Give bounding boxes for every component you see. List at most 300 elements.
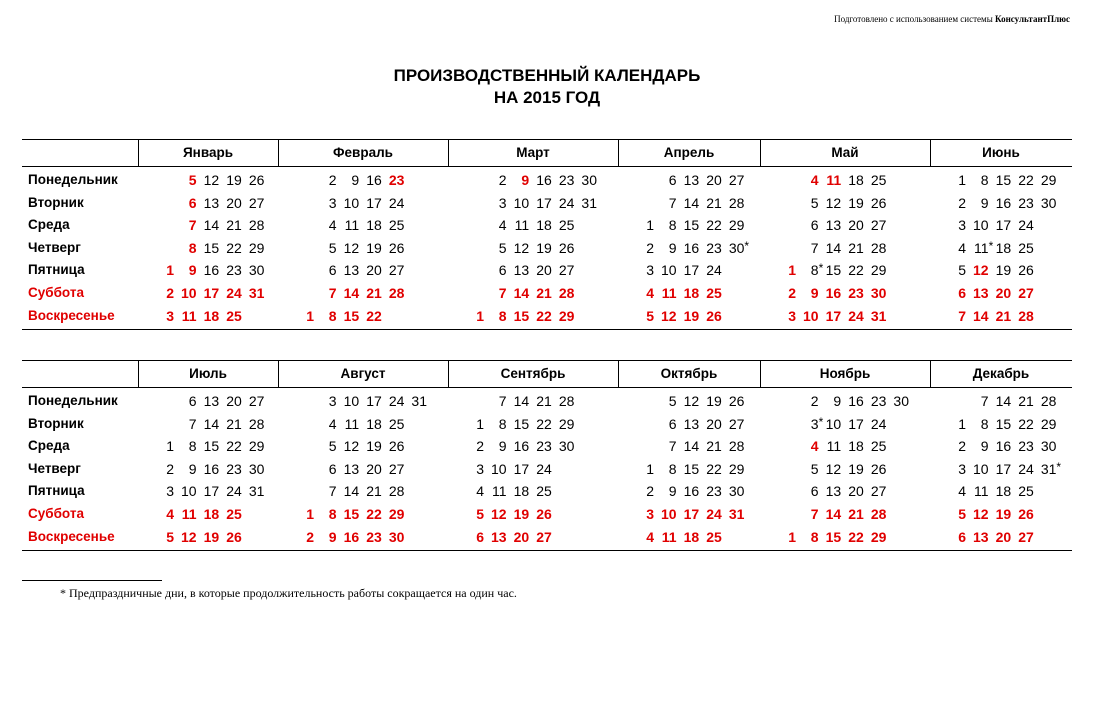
day-cell: 29 [728,217,745,234]
day-cell: 28 [248,415,265,432]
day-cell: 2 [498,172,507,188]
weekday-row [22,237,1072,260]
day-cell: 27 [388,460,405,477]
day-cell: 28 [728,438,745,455]
day-cell: 22 [848,528,864,545]
day-cell: 4 [810,438,819,455]
day-cell: 6 [810,483,819,500]
day-cell: 5 [958,505,966,522]
day-cell: 15 [343,307,360,324]
day-cell: 20 [995,284,1012,301]
day-cell: 4 [328,217,337,234]
month-name: Декабрь [972,366,1030,381]
day-cell: 2 [646,239,654,256]
day-cell: 16 [536,172,552,188]
day-cell: 5 [188,172,197,188]
credit-prefix: Подготовлено с использованием системы [834,14,996,24]
day-cell: 17 [683,262,700,279]
weekday-label: Суббота [28,505,84,521]
month-name: Сентябрь [500,366,566,381]
day-cell: 24 [848,307,864,324]
weekday-row [22,259,1072,282]
day-cell: 7 [498,393,507,409]
day-cell: 8 [668,217,677,234]
day-cell: 7 [328,284,337,301]
weekday-label: Пятница [28,262,85,278]
day-cell: 9 [668,239,677,256]
day-cell: 11 [514,217,530,234]
footnote-divider [22,580,162,581]
day-cell: 28 [388,483,405,500]
day-cell: 9 [810,284,819,301]
day-cell: 31 [248,483,265,500]
day-cell: 11 [181,505,197,522]
day-cell: 3 [788,307,796,324]
day-cell: 9 [521,172,530,188]
day-cell: 24 [226,284,242,301]
day-cell: 26 [388,438,405,455]
day-cell: 4 [646,284,654,301]
day-cell: 17 [203,483,220,500]
day-cell: 13 [203,194,220,211]
weekday-row [22,526,1072,549]
day-cell: 24 [388,194,405,211]
day-cell: 21 [848,239,864,256]
day-cell: 9 [188,262,197,279]
day-cell: 6 [328,262,337,279]
day-cell: 20 [226,393,242,409]
month-name: Январь [182,145,234,160]
day-cell: 8 [980,415,989,432]
day-cell: 16 [513,438,530,455]
month-name: Май [831,145,859,160]
day-cell: 8 [188,438,197,455]
page-title: ПРОИЗВОДСТВЕННЫЙ КАЛЕНДАРЬ [393,66,701,85]
weekday-label: Воскресенье [28,307,115,323]
day-cell: 8 [328,505,337,522]
weekday-label: Суббота [28,284,84,300]
day-cell: 24 [1018,460,1034,477]
day-cell: 13 [343,460,360,477]
day-cell: 9 [833,393,842,409]
day-cell: 12 [513,239,530,256]
day-cell: 26 [536,505,552,522]
day-cell: 25 [870,438,887,455]
day-cell: 27 [248,194,265,211]
day-cell: 17 [848,415,864,432]
day-cell: 21 [366,284,382,301]
day-cell: 25 [558,217,575,234]
month-name: Август [340,366,386,381]
day-cell: 9 [188,460,197,477]
day-cell: 15 [513,307,530,324]
day-cell: 3 [166,483,174,500]
day-cell: 7 [188,415,197,432]
day-cell: 25 [226,307,242,324]
day-cell: 21 [366,483,382,500]
weekday-label: Пятница [28,483,85,499]
day-cell: 25 [536,483,552,500]
day-cell: 6 [188,393,197,409]
day-cell: 29 [558,415,575,432]
day-cell: 5 [810,460,819,477]
day-cell: 30 [1040,194,1057,211]
day-cell: 16 [203,262,220,279]
day-cell: 18 [536,217,552,234]
day-cell: 29 [870,528,887,545]
day-cell: 20 [995,528,1012,545]
day-cell: 30 [728,483,745,500]
day-cell: 19 [366,239,382,256]
day-cell: 19 [706,393,722,409]
credit-brand: КонсультантПлюс [995,14,1070,24]
day-cell: 26 [1018,262,1034,279]
day-cell: 20 [848,217,864,234]
day-cell: 3 [166,307,174,324]
day-cell: 17 [995,460,1012,477]
day-cell: 13 [683,415,700,432]
day-cell: 29 [248,438,265,455]
day-cell: 12 [825,194,842,211]
day-cell: 21 [536,284,552,301]
day-cell: 29 [558,307,575,324]
day-cell: 15 [203,239,220,256]
day-cell: 1 [306,505,314,522]
day-cell: 2 [328,172,337,188]
day-cell: 27 [728,172,745,188]
day-cell: 19 [203,528,220,545]
weekday-row [22,503,1072,526]
day-cell: 11 [974,483,989,500]
day-cell: 13 [683,172,700,188]
day-cell: 21 [848,505,864,522]
day-cell: 10 [803,307,819,324]
day-cell: 1 [166,438,174,455]
day-cell: 15 [825,262,842,279]
day-cell: 20 [366,460,382,477]
day-cell: 27 [558,262,575,279]
day-cell: 18 [366,415,382,432]
day-cell: 7 [980,393,989,409]
month-name: Октябрь [660,366,718,381]
day-cell: 23 [226,460,242,477]
day-cell: 6 [810,217,819,234]
day-cell: 21 [1018,393,1034,409]
day-cell: 25 [870,172,887,188]
day-cell: 15 [683,217,700,234]
day-cell: 16 [343,528,360,545]
weekday-row [22,282,1072,305]
day-cell: 3 [646,505,654,522]
day-cell: 8 [810,528,819,545]
day-cell: 4 [958,483,966,500]
weekday-row [22,435,1072,458]
day-cell: 23 [558,172,575,188]
day-cell: 2 [166,460,174,477]
day-cell: 29 [248,239,265,256]
day-cell: 5 [958,262,966,279]
day-cell: 31 [248,284,265,301]
weekday-label: Вторник [28,194,84,210]
day-cell: 22 [226,438,242,455]
day-cell: 7 [188,217,197,234]
day-cell: 19 [995,505,1012,522]
weekday-row [22,169,1072,192]
day-cell: 7 [498,284,507,301]
day-cell: 9 [328,528,337,545]
day-cell: 23 [226,262,242,279]
day-cell: 14 [995,393,1012,409]
day-cell: 8 * [791,259,819,282]
day-cell: 13 [973,528,989,545]
month-name: Ноябрь [819,366,871,381]
day-cell: 3 [958,217,966,234]
day-cell: 9 [498,438,507,455]
footnote: * Предпраздничные дни, в которые продолжительность работы сокращается на один час. [60,586,517,600]
day-cell: 22 [1018,172,1034,188]
day-cell: 24 [226,483,242,500]
day-cell: 18 [995,239,1012,256]
day-cell: 17 [995,217,1012,234]
day-cell: 15 [825,528,842,545]
day-cell: 25 [706,284,722,301]
day-cell: 10 [181,483,197,500]
day-cell: 24 [706,505,722,522]
day-cell: 23 [366,528,382,545]
day-cell: 15 [203,438,220,455]
day-cell: 27 [870,217,887,234]
day-cell: 11 [344,415,360,432]
day-cell: 12 [683,393,700,409]
day-cell: 18 [683,528,700,545]
day-cell: 15 [995,415,1012,432]
month-name: Март [516,145,550,160]
day-cell: 12 [181,528,197,545]
day-cell: 15 [995,172,1012,188]
day-cell: 23 [706,239,722,256]
weekday-label: Понедельник [28,172,118,187]
day-cell: 10 [661,505,677,522]
day-cell: 2 [958,194,966,211]
day-cell: 27 [248,393,265,409]
day-cell: 26 [226,528,242,545]
day-cell: 2 [646,483,654,500]
day-cell: 10 [973,217,989,234]
day-cell: 2 [788,284,796,301]
day-cell: 29 [1040,172,1057,188]
month-header-row [22,361,1072,388]
day-cell: 30 [388,528,405,545]
preholiday-mark: * [988,238,994,253]
day-cell: 3 [328,194,337,211]
day-cell: 26 [558,239,575,256]
day-cell: 1 [166,262,174,279]
day-cell: 11 [826,438,842,455]
day-cell: 12 [973,262,989,279]
weekday-row [22,390,1072,413]
day-cell: 21 [226,415,242,432]
day-cell: 28 [728,194,745,211]
day-cell: 4 [958,239,966,256]
weekday-row [22,480,1072,503]
day-cell: 23 [706,483,722,500]
day-cell: 4 [646,528,654,545]
day-cell: 11 [181,307,197,324]
weekday-label: Вторник [28,415,84,431]
day-cell: 30 [870,284,887,301]
day-cell: 8 [498,307,507,324]
day-cell: 18 [995,483,1012,500]
day-cell: 10 [661,262,677,279]
day-cell: 30 [248,262,265,279]
day-cell: 1 [788,262,796,279]
day-cell: 4 [810,172,819,188]
day-cell: 14 [343,284,360,301]
day-cell: 24 [388,393,405,409]
day-cell: 12 [973,505,989,522]
day-cell: 1 [476,307,484,324]
month-name: Апрель [663,145,715,160]
day-cell: 14 [203,217,220,234]
weekday-row [22,305,1072,328]
day-cell: 18 [848,438,864,455]
day-cell: 25 [388,217,405,234]
day-cell: 17 [366,194,382,211]
day-cell: 22 [366,505,382,522]
day-cell: 7 [668,194,677,211]
day-cell: 2 [166,284,174,301]
preholiday-mark: * [744,238,750,253]
day-cell: 6 [498,262,507,279]
day-cell: 24 [536,460,552,477]
day-cell: 17 [536,194,552,211]
day-cell: 17 [825,307,842,324]
day-cell: 6 [668,172,677,188]
day-cell: 19 [536,239,552,256]
day-cell: 22 [226,239,242,256]
day-cell: 23 [536,438,552,455]
day-cell: 12 [491,505,507,522]
day-cell: 7 [810,239,819,256]
day-cell: 22 [706,217,722,234]
day-cell: 8 [328,307,337,324]
day-cell: 24 [706,262,722,279]
day-cell: 3 [328,393,337,409]
day-cell: 30 [581,172,597,188]
day-cell: 25 [706,528,722,545]
day-cell: 16 [366,172,382,188]
day-cell: 14 [513,284,530,301]
day-cell: 13 [343,262,360,279]
day-cell: 20 [513,528,530,545]
day-cell: 4 [166,505,174,522]
day-cell: 21 [706,194,722,211]
day-cell: 5 [646,307,654,324]
day-cell: 16 [683,239,700,256]
day-cell: 27 [870,483,887,500]
day-cell: 31 [581,194,597,211]
day-cell: 11 [826,172,842,188]
day-cell: 22 [536,415,552,432]
day-cell: 28 [558,284,575,301]
day-cell: 23 [1018,194,1034,211]
day-cell: 31 * [1028,458,1056,481]
day-cell: 28 [870,505,887,522]
day-cell: 1 [646,217,654,234]
day-cell: 11 * [961,237,989,260]
month-name: Июль [189,366,227,381]
preholiday-mark: * [818,414,824,429]
day-cell: 7 [668,438,677,455]
day-cell: 14 [513,393,530,409]
day-cell: 14 [203,415,220,432]
day-cell: 25 [1018,483,1034,500]
weekday-row [22,214,1072,237]
day-cell: 30 [248,460,265,477]
day-cell: 6 [328,460,337,477]
day-cell: 13 [825,483,842,500]
day-cell: 7 [810,505,819,522]
day-cell: 15 [683,460,700,477]
day-cell: 29 [728,460,745,477]
day-cell: 26 [706,307,722,324]
day-cell: 6 [958,528,966,545]
day-cell: 2 [958,438,966,455]
day-cell: 12 [203,172,220,188]
day-cell: 13 [203,393,220,409]
day-cell: 22 [366,307,382,324]
day-cell: 5 [668,393,677,409]
day-cell: 19 [513,505,530,522]
day-cell: 2 [306,528,314,545]
weekday-label: Понедельник [28,393,118,408]
day-cell: 14 [683,194,700,211]
day-cell: 15 [513,415,530,432]
day-cell: 4 [498,217,507,234]
day-cell: 18 [683,284,700,301]
day-cell: 9 [980,438,989,455]
day-cell: 16 [995,194,1012,211]
day-cell: 26 [870,194,887,211]
day-cell: 30 * [716,237,744,260]
day-cell: 8 [188,239,197,256]
day-cell: 5 [328,239,337,256]
day-cell: 21 [226,217,242,234]
day-cell: 10 [343,393,360,409]
day-cell: 26 [870,460,887,477]
day-cell: 21 [536,393,552,409]
day-cell: 1 [958,415,966,432]
day-cell: 14 [683,438,700,455]
day-cell: 28 [870,239,887,256]
day-cell: 5 [476,505,484,522]
day-cell: 6 [958,284,966,301]
day-cell: 15 [343,505,360,522]
day-cell: 11 [492,483,507,500]
day-cell: 18 [203,505,220,522]
day-cell: 6 [476,528,484,545]
day-cell: 22 [706,460,722,477]
day-cell: 3 * [791,413,819,436]
day-cell: 8 [498,415,507,432]
day-cell: 19 [848,194,864,211]
calendar-second-half [22,360,1072,551]
page-subtitle: НА 2015 ГОД [493,88,601,107]
day-cell: 27 [388,262,405,279]
day-cell: 26 [388,239,405,256]
day-cell: 18 [203,307,220,324]
day-cell: 19 [995,262,1012,279]
